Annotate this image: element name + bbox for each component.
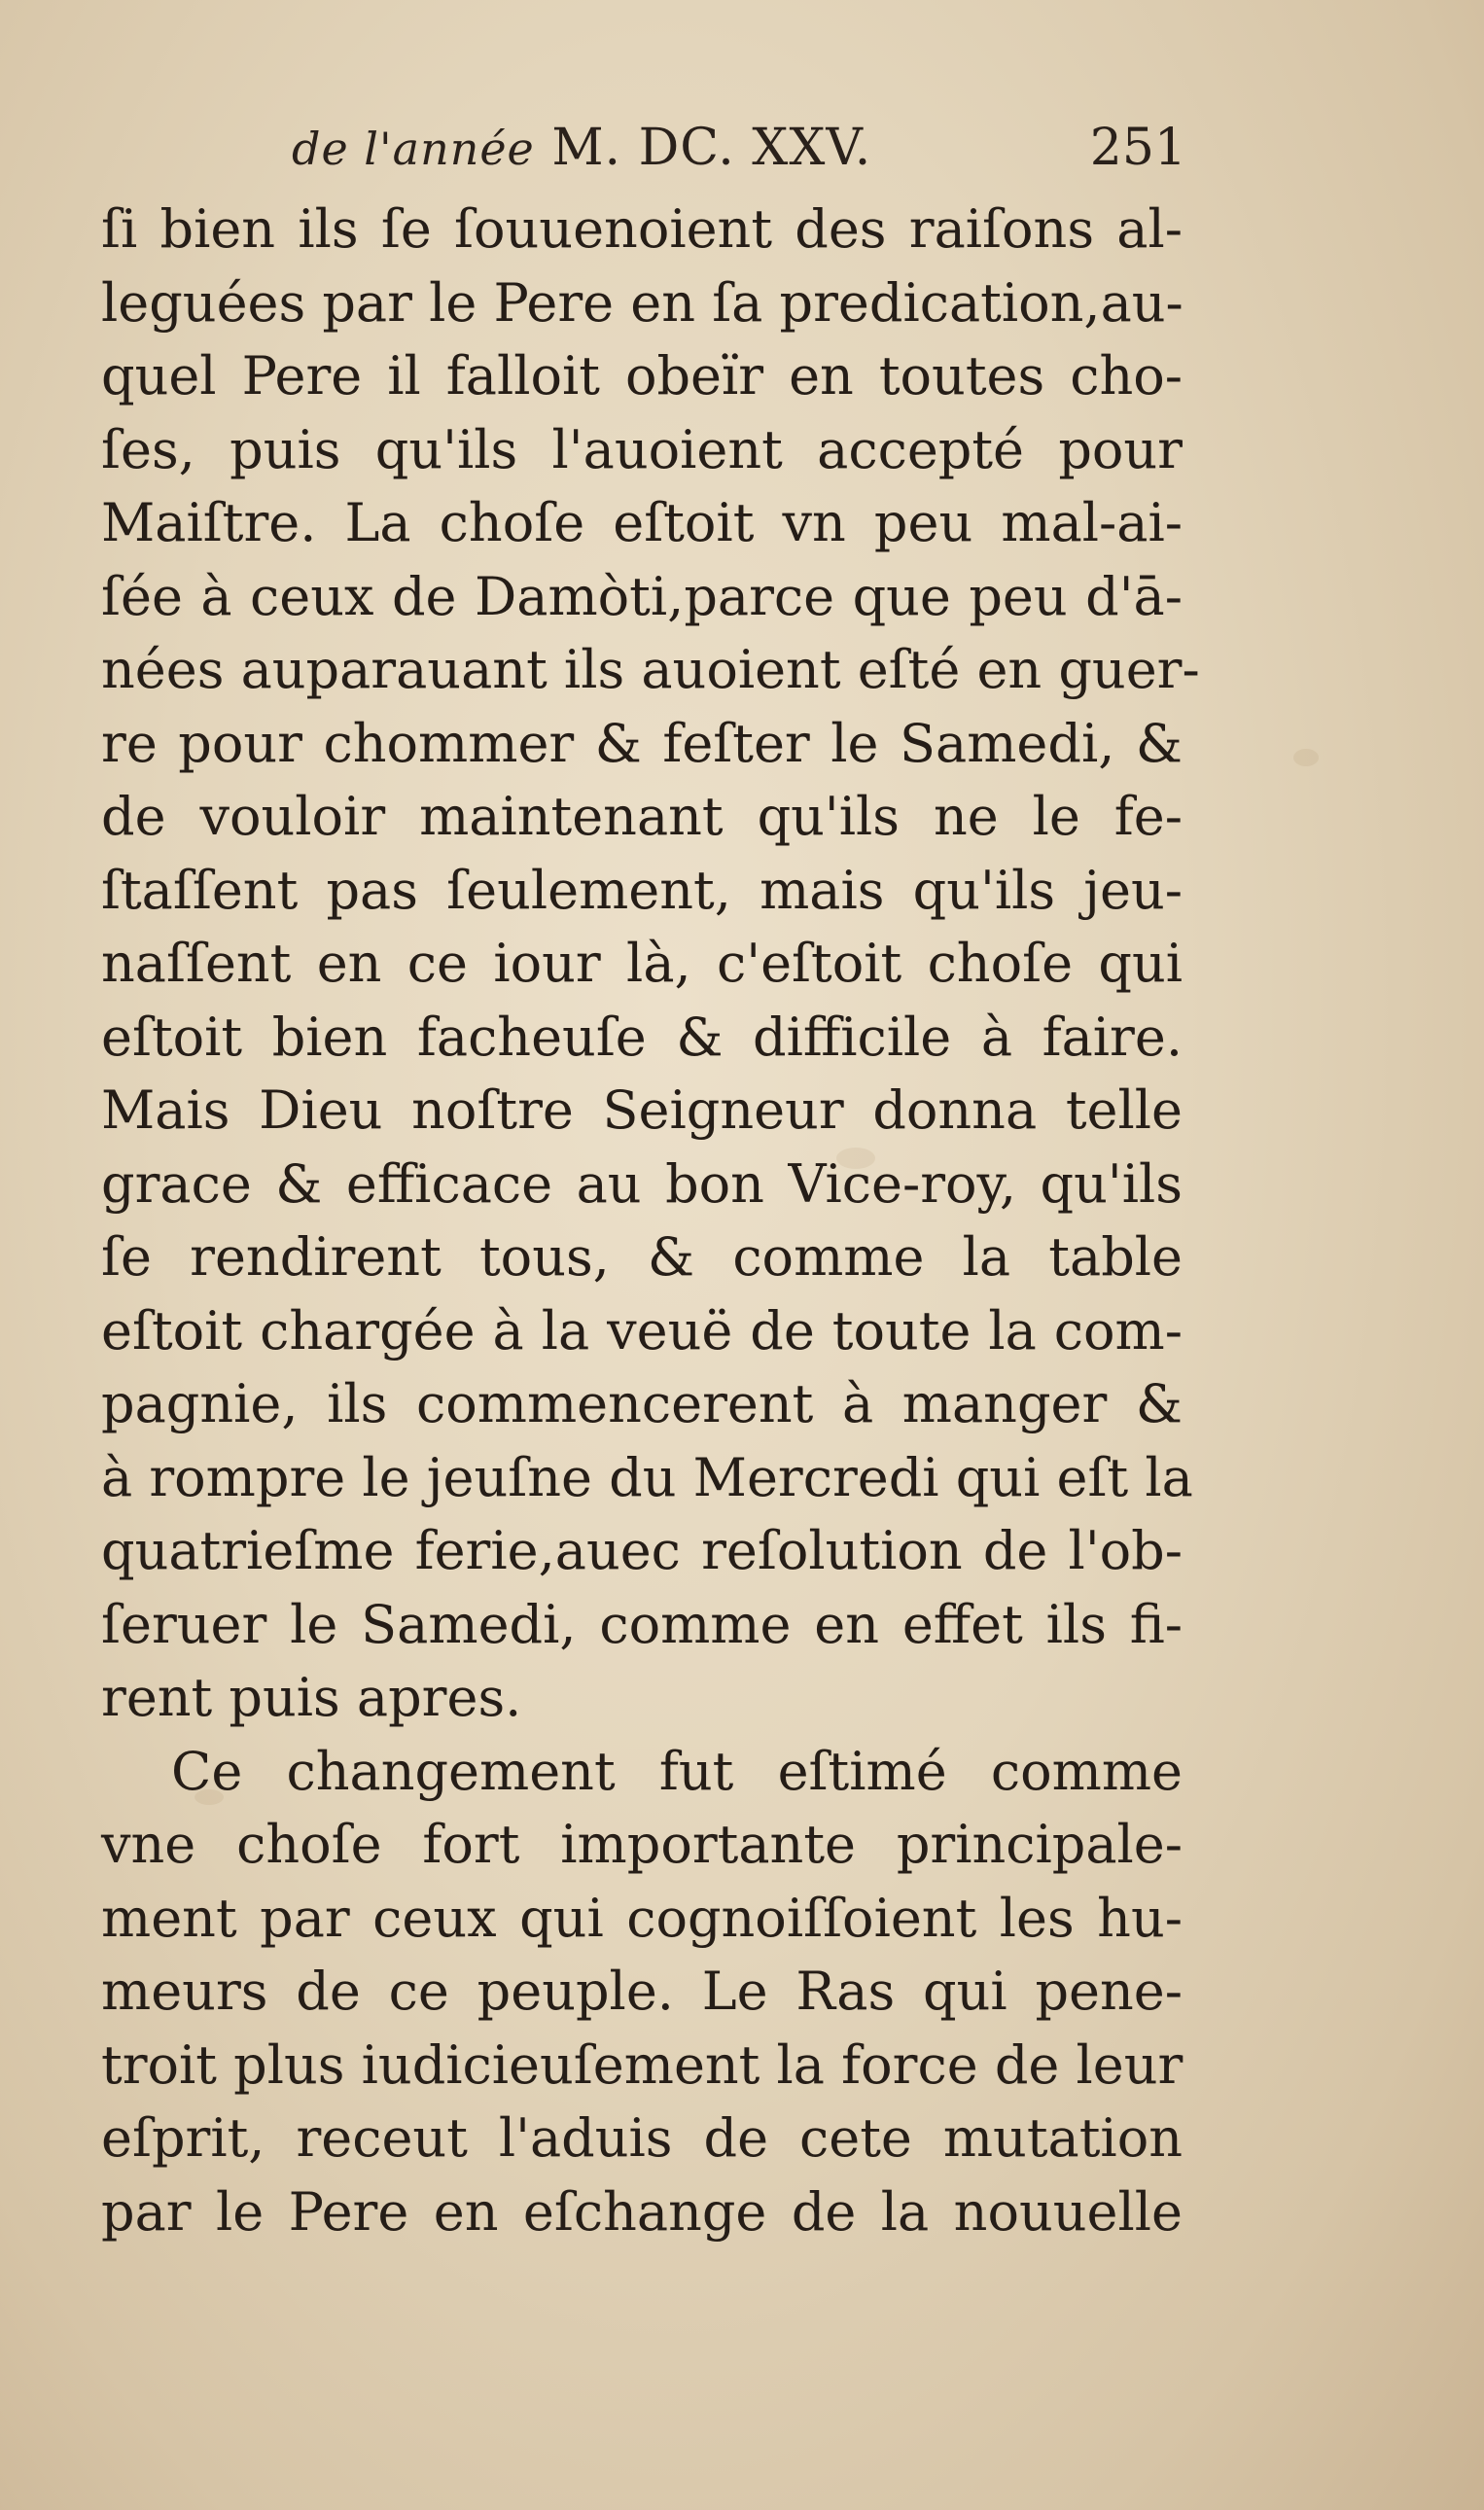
page-header	[292, 119, 1186, 196]
text-line: grace & efficace au bon Vice-roy, qu'ils	[101, 1152, 1183, 1215]
text-line: ſe rendirent tous, & comme la table	[101, 1226, 1183, 1288]
paragraph	[101, 1735, 1183, 2249]
text-line: pagnie, ils commencerent à manger &	[101, 1373, 1183, 1434]
running-title	[292, 119, 871, 177]
body-text	[101, 193, 1200, 2248]
text-line: de vouloir maintenant qu'ils ne le fe-	[101, 786, 1183, 847]
text-line: eſprit, receut l'aduis de cete mutation	[101, 2107, 1183, 2169]
text-line: quel Pere il falloit obeïr en toutes cho-	[101, 345, 1183, 407]
text-line: eſtoit chargée à la veuë de toute la com-	[101, 1299, 1183, 1361]
text-line: ſée à ceux de Damòti,parce que peu d'ā-	[101, 565, 1183, 627]
text-line: Maiſtre. La choſe eſtoit vn peu mal-ai-	[101, 492, 1183, 553]
text-line: quatrieſme ferie,auec reſolution de l'ob-	[101, 1520, 1183, 1581]
text-line: ſeruer le Samedi, comme en effet ils fi-	[101, 1593, 1183, 1655]
paper-stain	[1293, 749, 1319, 766]
running-title-italic: de l'année	[292, 123, 535, 175]
text-line: nées auparauant ils auoient eſté en guer-	[101, 639, 1200, 700]
text-line: vne choſe fort importante principale-	[101, 1814, 1183, 1875]
text-line: Mais Dieu noſtre Seigneur donna telle	[101, 1079, 1183, 1141]
text-line: leguées par le Pere en ſa predication,au-	[101, 271, 1184, 334]
text-line: troit plus iudicieuſement la force de leur	[101, 2033, 1184, 2096]
text-line: à rompre le jeuſne du Mercredi qui eſt la	[101, 1446, 1193, 1508]
text-line: par le Pere en eſchange de la nouuelle	[101, 2180, 1183, 2243]
text-line: ment par ceux qui cognoiſſoient les hu-	[101, 1887, 1183, 1949]
paragraph	[101, 193, 1200, 1735]
text-line: ſtaſſent pas ſeulement, mais qu'ils jeu-	[101, 859, 1183, 921]
text-line: meurs de ce peuple. Le Ras qui pene-	[101, 1961, 1183, 2022]
text-line: ſi bien ils ſe ſouuenoient des raiſons al-	[101, 198, 1183, 260]
text-line: Ce changement fut eſtimé comme	[171, 1740, 1183, 1802]
text-line: eſtoit bien facheuſe & difficile à faire.	[101, 1006, 1183, 1068]
text-line: ſes, puis qu'ils l'auoient accepté pour	[101, 418, 1183, 480]
text-line: re pour chommer & feſter le Samedi, &	[101, 712, 1183, 774]
page-number: 251	[1089, 119, 1186, 177]
running-title-roman: M. DC. XXV.	[551, 119, 872, 177]
text-line: rent puis apres.	[101, 1667, 522, 1728]
text-line: naſſent en ce iour là, c'eſtoit choſe qui	[101, 933, 1183, 994]
